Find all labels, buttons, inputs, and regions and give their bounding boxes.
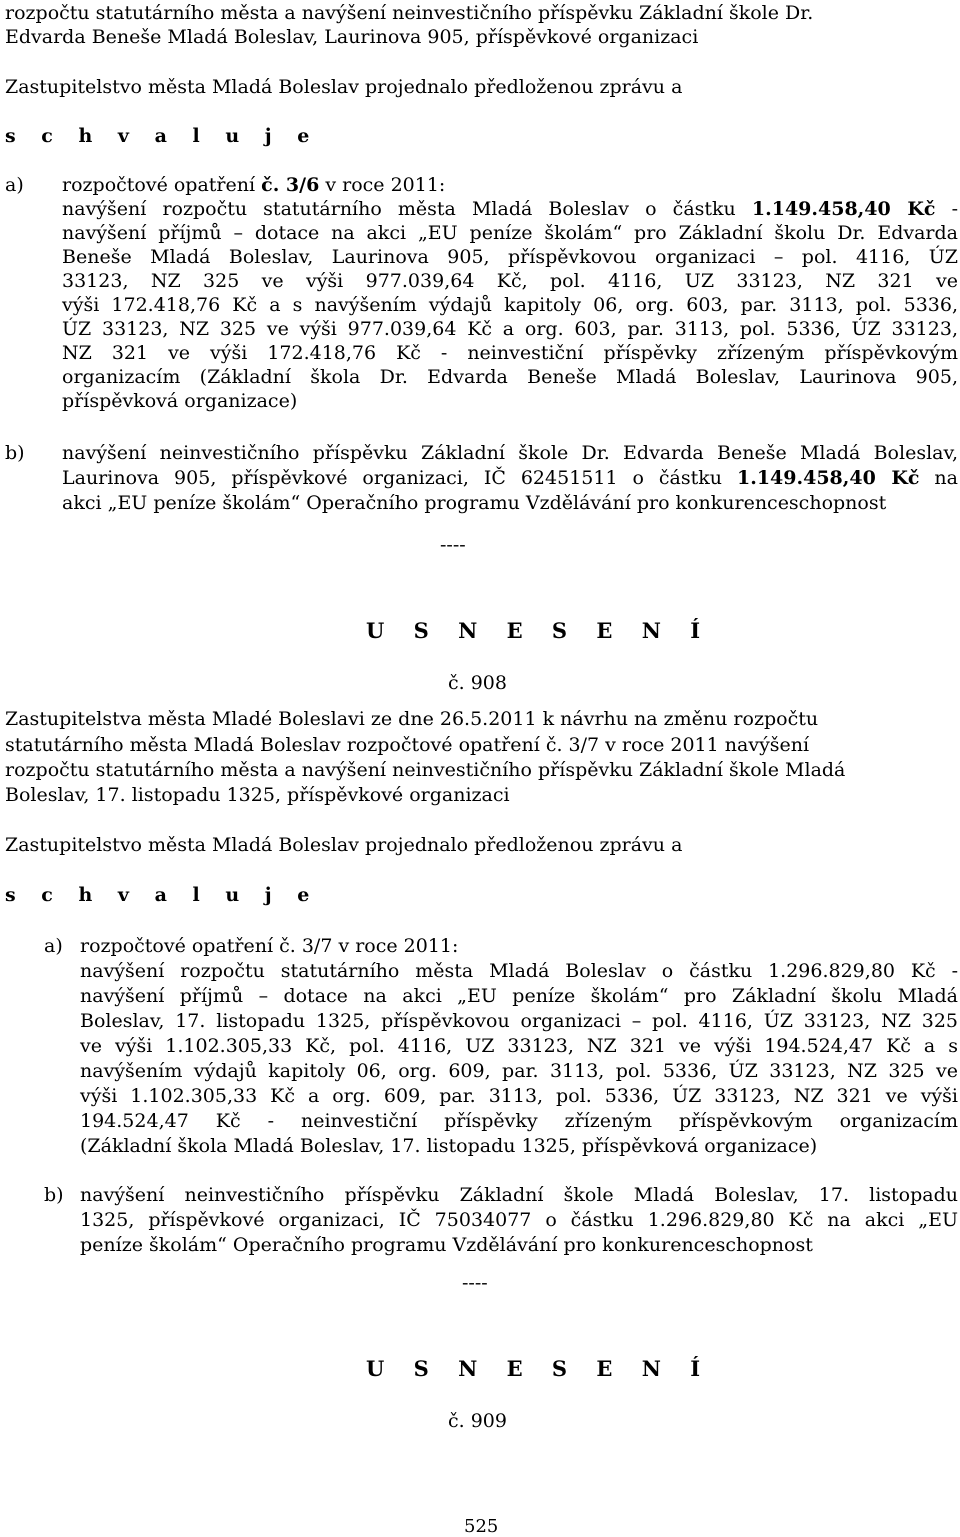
separator: ---- — [440, 534, 466, 556]
item-a-line-5: 33123, NZ 325 ve výši 977.039,64 Kč, pol. 4116, UZ 33123, NZ 321 ve — [62, 270, 958, 292]
resolution-heading: U S N E S E N Í — [366, 618, 712, 643]
page-number: 525 — [464, 1516, 499, 1537]
item-a-line-2: navýšení rozpočtu statutárního města Mladá Boleslav o částku 1.296.829,80 Kč - — [80, 960, 958, 982]
item-b-line-1: navýšení neinvestičního příspěvku Základní škole Dr. Edvarda Beneše Mladá Boleslav, — [62, 442, 958, 464]
resolution-heading: U S N E S E N Í — [366, 1356, 712, 1381]
item-a-line-4: Beneše Mladá Boleslav, Laurinova 905, příspěvkovou organizaci – pol. 4116, ÚZ — [62, 246, 958, 268]
approves-heading: s c h v a l u j e — [5, 125, 319, 147]
item-b-line-2: Laurinova 905, příspěvkové organizaci, IČ 62451511 o částku 1.149.458,40 Kč na — [62, 467, 958, 489]
resolution-title-line-4: Boleslav, 17. listopadu 1325, příspěvkové organizaci — [5, 784, 510, 806]
item-b-line-3: peníze školám“ Operačního programu Vzdělávání pro konkurenceschopnost — [80, 1234, 813, 1256]
resolution-title-line-3: rozpočtu statutárního města a navýšení neinvestičního příspěvku Základní škole Mladá — [5, 759, 846, 781]
item-a-line-3: navýšení příjmů – dotace na akci „EU peníze školám“ pro Základní školu Dr. Edvarda — [62, 222, 958, 244]
resolution-number: č. 908 — [448, 672, 507, 694]
item-a-line-8: NZ 321 ve výši 172.418,76 Kč - neinvestiční příspěvky zřízeným příspěvkovým — [62, 342, 958, 364]
item-a-label: a) — [44, 935, 63, 957]
item-b-line-1: navýšení neinvestičního příspěvku Základní škole Mladá Boleslav, 17. listopadu — [80, 1184, 958, 1206]
item-a-line-1: rozpočtové opatření č. 3/7 v roce 2011: — [80, 935, 459, 957]
item-a-line-9: organizacím (Základní škola Dr. Edvarda Beneše Mladá Boleslav, Laurinova 905, — [62, 366, 958, 388]
resolution-title-line-1: Zastupitelstva města Mladé Boleslavi ze dne 26.5.2011 k návrhu na změnu rozpočtu — [5, 708, 819, 730]
header-line-2: Edvarda Beneše Mladá Boleslav, Laurinova 905, příspěvkové organizaci — [5, 26, 699, 48]
separator: ---- — [462, 1272, 488, 1294]
item-a-line-8: 194.524,47 Kč - neinvestiční příspěvky zřízeným příspěvkovým organizacím — [80, 1110, 958, 1132]
item-a-line-1: rozpočtové opatření č. 3/6 v roce 2011: — [62, 174, 446, 196]
item-a-line-7: výši 1.102.305,33 Kč a org. 609, par. 3113, pol. 5336, ÚZ 33123, NZ 321 ve výši — [80, 1085, 958, 1107]
item-b-label: b) — [44, 1184, 64, 1206]
item-a-line-6: navýšením výdajů kapitoly 06, org. 609, par. 3113, pol. 5336, ÚZ 33123, NZ 325 ve — [80, 1060, 958, 1082]
council-intro: Zastupitelstvo města Mladá Boleslav projednalo předloženou zprávu a — [5, 834, 683, 856]
resolution-number: č. 909 — [448, 1410, 507, 1432]
header-line-1: rozpočtu statutárního města a navýšení neinvestičního příspěvku Základní škole Dr. — [5, 2, 814, 24]
item-a-line-2: navýšení rozpočtu statutárního města Mladá Boleslav o částku 1.149.458,40 Kč - — [62, 198, 959, 220]
item-a-label: a) — [5, 174, 24, 196]
item-a-line-4: Boleslav, 17. listopadu 1325, příspěvkovou organizaci – pol. 4116, ÚZ 33123, NZ 325 — [80, 1010, 958, 1032]
item-a-line-3: navýšení příjmů – dotace na akci „EU peníze školám“ pro Základní školu Mladá — [80, 985, 958, 1007]
item-a-line-10: příspěvková organizace) — [62, 390, 298, 412]
item-b-line-2: 1325, příspěvkové organizaci, IČ 75034077 o částku 1.296.829,80 Kč na akci „EU — [80, 1209, 958, 1231]
item-a-line-6: výši 172.418,76 Kč a s navýšením výdajů kapitoly 06, org. 603, par. 3113, pol. 5336, — [62, 294, 958, 316]
council-intro: Zastupitelstvo města Mladá Boleslav projednalo předloženou zprávu a — [5, 76, 683, 98]
item-a-line-7: ÚZ 33123, NZ 325 ve výši 977.039,64 Kč a org. 603, par. 3113, pol. 5336, ÚZ 33123, — [62, 318, 958, 340]
approves-heading: s c h v a l u j e — [5, 884, 319, 906]
item-b-line-3: akci „EU peníze školám“ Operačního programu Vzdělávání pro konkurenceschopnost — [62, 492, 887, 514]
item-a-line-5: ve výši 1.102.305,33 Kč, pol. 4116, UZ 33123, NZ 321 ve výši 194.524,47 Kč a s — [80, 1035, 958, 1057]
resolution-title-line-2: statutárního města Mladá Boleslav rozpočtové opatření č. 3/7 v roce 2011 navýšení — [5, 734, 810, 756]
item-b-label: b) — [5, 442, 25, 464]
item-a-line-9: (Základní škola Mladá Boleslav, 17. listopadu 1325, příspěvková organizace) — [80, 1135, 818, 1157]
